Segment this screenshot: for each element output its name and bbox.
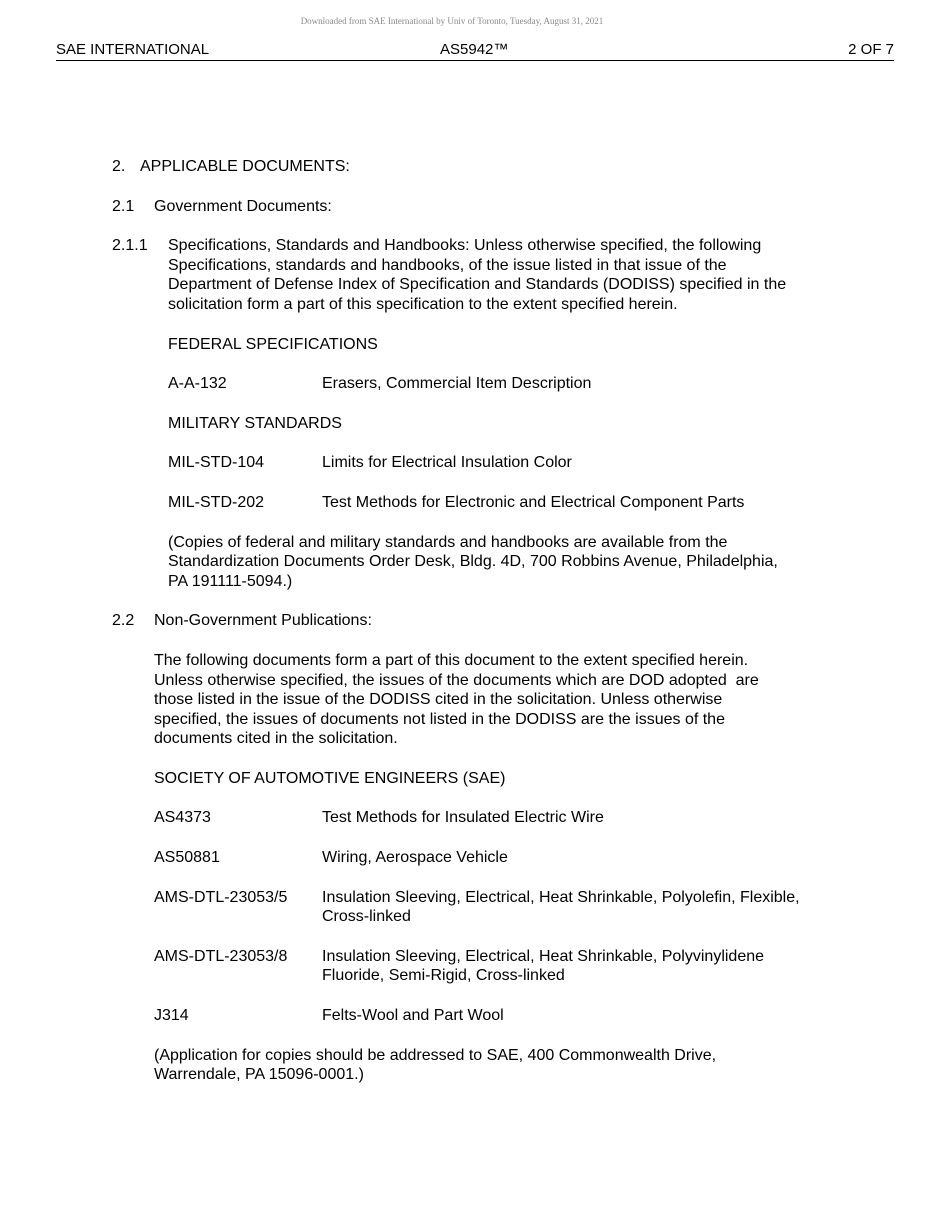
paragraph-line: documents cited in the solicitation. xyxy=(154,730,398,748)
reference-code: J314 xyxy=(154,1007,189,1025)
paragraph-line: Department of Defense Index of Specification and Standards (DODISS) specified in the xyxy=(168,276,787,294)
reference-description xyxy=(322,947,852,986)
reference-code: AMS-DTL-23053/8 xyxy=(154,947,288,965)
reference-description xyxy=(322,888,852,927)
sae-heading: SOCIETY OF AUTOMOTIVE ENGINEERS (SAE) xyxy=(154,769,506,787)
document-body xyxy=(112,157,852,1085)
federal-specifications-block xyxy=(168,335,852,592)
header-page-number: 2 OF 7 xyxy=(848,41,894,58)
section-paragraph xyxy=(168,236,852,314)
section-2-heading xyxy=(112,157,852,177)
paragraph-line: those listed in the issue of the DODISS cited in the solicitation. Unless otherwise xyxy=(154,691,723,709)
description-line: Felts-Wool and Part Wool xyxy=(322,1007,504,1025)
paragraph-line: Standardization Documents Order Desk, Bldg. 4D, 700 Robbins Avenue, Philadelphia, xyxy=(168,553,778,571)
paragraph-line: (Application for copies should be addressed to SAE, 400 Commonwealth Drive, xyxy=(154,1046,717,1064)
reference-description: Test Methods for Electronic and Electrical Component Parts xyxy=(322,493,745,511)
section-number: 2.1.1 xyxy=(112,237,148,255)
reference-code: AS4373 xyxy=(154,809,211,827)
page-header xyxy=(56,38,894,61)
description-line: Wiring, Aerospace Vehicle xyxy=(322,849,508,867)
header-document-number: AS5942™ xyxy=(440,41,509,58)
paragraph-line: specified, the issues of documents not listed in the DODISS are the issues of the xyxy=(154,710,725,728)
section-number: 2.2 xyxy=(112,612,135,630)
reference-description: Erasers, Commercial Item Description xyxy=(322,375,592,393)
download-watermark: Downloaded from SAE International by Univ of Toronto, Tuesday, August 31, 2021 xyxy=(300,16,604,26)
reference-description: Limits for Electrical Insulation Color xyxy=(322,454,572,472)
reference-row xyxy=(154,1006,852,1026)
description-line: Insulation Sleeving, Electrical, Heat Shrinkable, Polyvinylidene xyxy=(322,947,765,965)
description-line: Test Methods for Insulated Electric Wire xyxy=(322,809,604,827)
header-publisher: SAE INTERNATIONAL xyxy=(56,41,210,58)
description-line: Fluoride, Semi-Rigid, Cross-linked xyxy=(322,967,565,985)
section-2-1-heading xyxy=(112,197,852,217)
reference-description xyxy=(322,1006,852,1026)
reference-row xyxy=(168,493,852,513)
application-copies-note xyxy=(154,1046,852,1085)
section-title: APPLICABLE DOCUMENTS: xyxy=(140,158,350,175)
paragraph-line: PA 191111-5094.) xyxy=(168,572,293,590)
reference-row xyxy=(168,374,852,394)
reference-row xyxy=(154,848,852,868)
paragraph-line: (Copies of federal and military standards and handbooks are available from the xyxy=(168,533,728,551)
section-number: 2.1 xyxy=(112,197,135,215)
paragraph-line: solicitation form a part of this specification to the extent specified herein. xyxy=(168,295,678,313)
description-line: Insulation Sleeving, Electrical, Heat Shrinkable, Polyolefin, Flexible, xyxy=(322,888,800,906)
reference-row xyxy=(154,888,852,927)
reference-code: AS50881 xyxy=(154,849,220,867)
section-paragraph xyxy=(154,651,852,749)
reference-code: A-A-132 xyxy=(168,375,227,393)
section-title: Non-Government Publications: xyxy=(154,612,372,630)
paragraph-line: Warrendale, PA 15096-0001.) xyxy=(154,1066,364,1084)
section-number: 2. xyxy=(112,158,126,175)
reference-code: MIL-STD-104 xyxy=(168,454,265,472)
paragraph-line: Specifications, standards and handbooks, of the issue listed in that issue of the xyxy=(168,256,727,274)
reference-row xyxy=(154,947,852,986)
reference-code: AMS-DTL-23053/5 xyxy=(154,888,288,906)
paragraph-line: Unless otherwise specified, the issues of the documents which are DOD adopted are xyxy=(154,671,759,689)
reference-row xyxy=(168,453,852,473)
copies-note xyxy=(168,533,852,592)
section-2-2-heading xyxy=(112,611,852,631)
description-line: Cross-linked xyxy=(322,908,411,926)
reference-code: MIL-STD-202 xyxy=(168,493,265,511)
section-2-1-1 xyxy=(112,236,852,314)
paragraph-line: The following documents form a part of this document to the extent specified herein. xyxy=(154,651,749,669)
reference-row xyxy=(154,808,852,828)
reference-description xyxy=(322,808,852,828)
non-government-block xyxy=(154,651,852,1085)
section-title: Government Documents: xyxy=(154,197,332,215)
reference-description xyxy=(322,848,852,868)
federal-specifications-heading: FEDERAL SPECIFICATIONS xyxy=(168,335,378,353)
paragraph-line: Specifications, Standards and Handbooks: Unless otherwise specified, the following xyxy=(168,237,762,255)
military-standards-heading: MILITARY STANDARDS xyxy=(168,414,342,432)
